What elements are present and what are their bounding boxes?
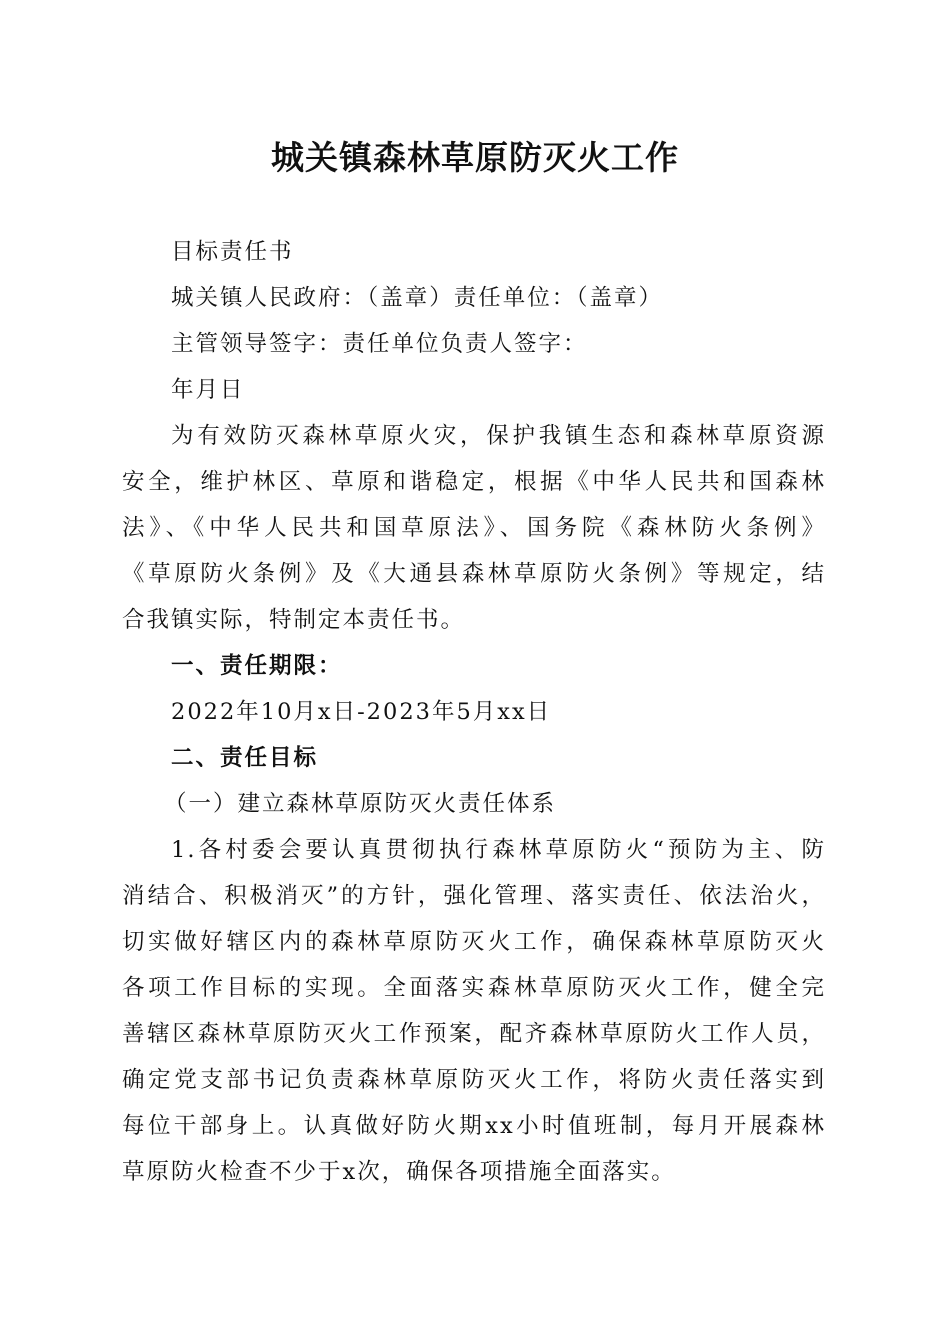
intro-line: 安全，维护林区、草原和谐稳定，根据《中华人民共和国森林 xyxy=(122,469,826,495)
item-line: 消结合、积极消灭”的方针，强化管理、落实责任、依法治火， xyxy=(122,883,826,909)
item-line: 确定党支部书记负责森林草原防灭火工作，将防火责任落实到 xyxy=(122,1067,826,1093)
intro-line: 法》、《中华人民共和国草原法》、国务院《森林防火条例》 xyxy=(122,515,826,541)
header-line-date: 年月日 xyxy=(171,377,245,403)
intro-line: 《草原防火条例》及《大通县森林草原防火条例》等规定，结 xyxy=(122,561,826,587)
intro-line: 合我镇实际，特制定本责任书。 xyxy=(122,607,466,633)
responsibility-period: 2022年10月x日-2023年5月xx日 xyxy=(171,699,552,725)
item-line: 1.各村委会要认真贯彻执行森林草原防火“预防为主、防 xyxy=(171,837,826,863)
item-line: 切实做好辖区内的森林草原防灭火工作，确保森林草原防灭火 xyxy=(122,929,826,955)
header-line-signatures: 主管领导签字：责任单位负责人签字： xyxy=(171,331,588,357)
subsection-heading-system: （一）建立森林草原防灭火责任体系 xyxy=(164,791,557,817)
item-line: 善辖区森林草原防灭火工作预案，配齐森林草原防火工作人员， xyxy=(122,1021,826,1047)
document-body xyxy=(122,229,826,1195)
section-heading-period: 一、责任期限： xyxy=(171,653,343,679)
header-line-responsibility-letter: 目标责任书 xyxy=(171,239,294,265)
item-line: 每位干部身上。认真做好防火期xx小时值班制，每月开展森林 xyxy=(122,1113,826,1139)
document-title: 城关镇森林草原防灭火工作 xyxy=(271,138,679,177)
item-line: 各项工作目标的实现。全面落实森林草原防灭火工作，健全完 xyxy=(122,975,826,1001)
header-line-government-seal: 城关镇人民政府：（盖章）责任单位：（盖章） xyxy=(171,285,664,311)
intro-line: 为有效防灭森林草原火灾，保护我镇生态和森林草原资源 xyxy=(171,423,826,449)
section-heading-goals: 二、责任目标 xyxy=(171,745,319,771)
item-line: 草原防火检查不少于x次，确保各项措施全面落实。 xyxy=(122,1159,676,1185)
